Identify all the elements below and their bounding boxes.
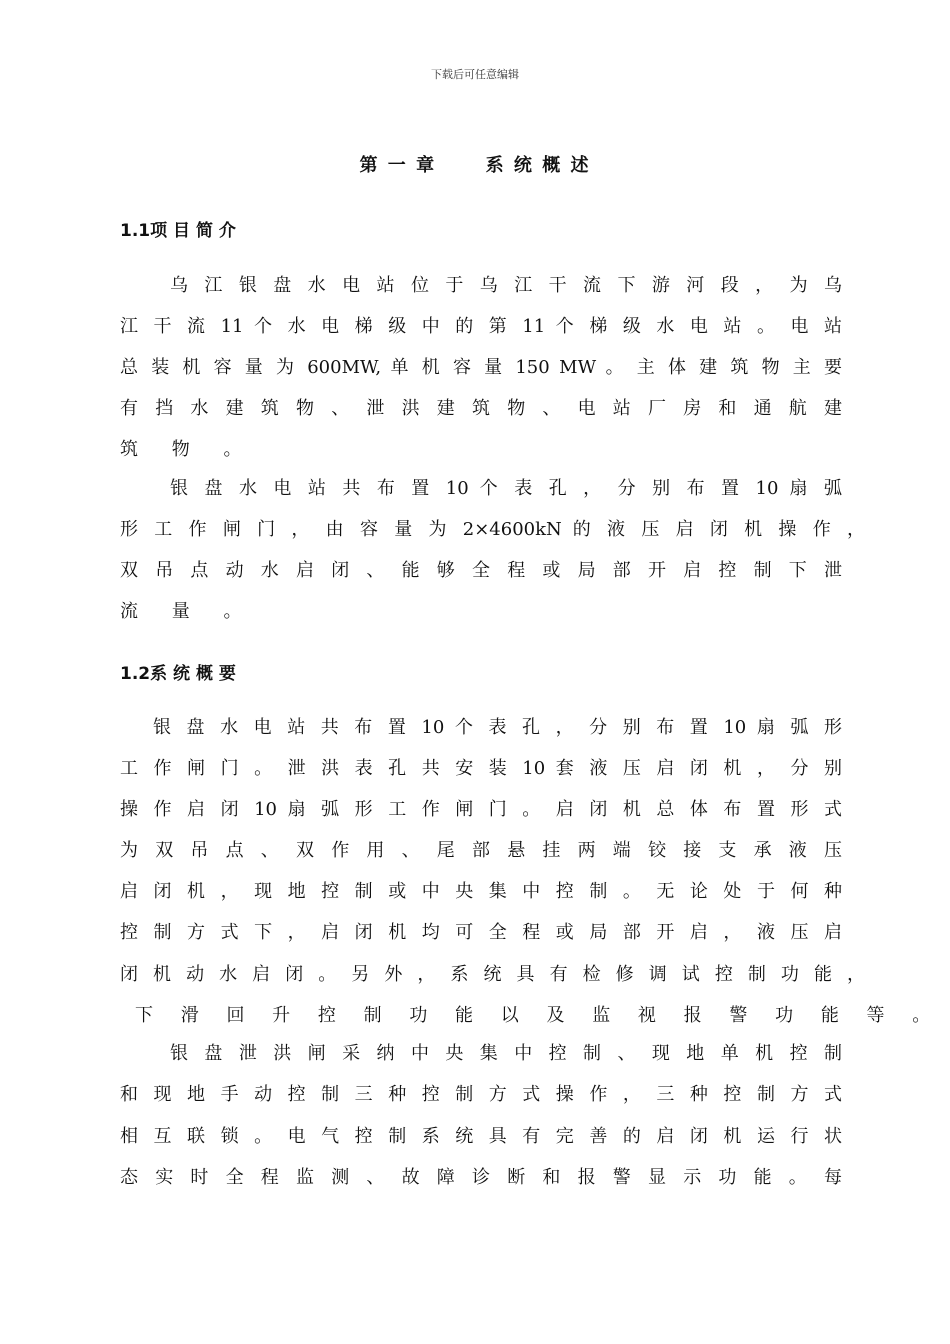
paragraph-line: 银 盘 水 电 站 共 布 置 10 个 表 孔 ， 分 别 布 置 10 扇 弧 形	[153, 717, 842, 738]
paragraph-line: 启 闭 机 ， 现 地 控 制 或 中 央 集 中 控 制 。 无 论 处 于 何 种	[120, 881, 842, 902]
paragraph-line: 相 互 联 锁 。 电 气 控 制 系 统 具 有 完 善 的 启 闭 机 运 行 状	[120, 1126, 842, 1147]
section-title-1-1: 1.1项 目 简 介	[120, 221, 236, 241]
paragraph-line: 流 量 。	[120, 601, 256, 622]
paragraph-line: 为 双 吊 点 、 双 作 用 、 尾 部 悬 挂 两 端 铰 接 支 承 液 压	[120, 840, 842, 861]
paragraph-line: 江 干 流 11 个 水 电 梯 级 中 的 第 11 个 梯 级 水 电 站 。 电 站	[120, 316, 842, 337]
paragraph-line: 双 吊 点 动 水 启 闭 、 能 够 全 程 或 局 部 开 启 控 制 下 泄	[120, 560, 842, 581]
chapter-title: 第 一 章 系 统 概 述	[359, 155, 591, 176]
paragraph-line: 工 作 闸 门 。 泄 洪 表 孔 共 安 装 10 套 液 压 启 闭 机 ， 分 别	[120, 758, 842, 779]
paragraph-line: 形 工 作 闸 门 ， 由 容 量 为 2×4600kN 的 液 压 启 闭 机 操 作 ，	[120, 519, 865, 540]
section-title-1-2: 1.2系 统 概 要	[120, 664, 236, 684]
paragraph-line: 乌 江 银 盘 水 电 站 位 于 乌 江 干 流 下 游 河 段 ， 为 乌	[170, 275, 842, 296]
paragraph-line: 下 滑 回 升 控 制 功 能 以 及 监 视 报 警 功 能 等 。	[135, 1005, 942, 1026]
header-note: 下载后可任意编辑	[431, 68, 519, 81]
paragraph-line: 控 制 方 式 下 ， 启 闭 机 均 可 全 程 或 局 部 开 启 ， 液 压 启	[120, 922, 842, 943]
paragraph-line: 筑 物 。	[120, 439, 256, 460]
paragraph-line: 银 盘 泄 洪 闸 采 纳 中 央 集 中 控 制 、 现 地 单 机 控 制	[170, 1043, 842, 1064]
paragraph-line: 总 装 机 容 量 为 600MW, 单 机 容 量 150 MW 。 主 体 建 筑 物 主 要	[120, 357, 842, 378]
paragraph-line: 态 实 时 全 程 监 测 、 故 障 诊 断 和 报 警 显 示 功 能 。 每	[120, 1167, 842, 1188]
paragraph-line: 和 现 地 手 动 控 制 三 种 控 制 方 式 操 作 ， 三 种 控 制 方 式	[120, 1084, 842, 1105]
paragraph-line: 银 盘 水 电 站 共 布 置 10 个 表 孔 ， 分 别 布 置 10 扇 弧	[170, 478, 842, 499]
paragraph-line: 有 挡 水 建 筑 物 、 泄 洪 建 筑 物 、 电 站 厂 房 和 通 航 建	[120, 398, 842, 419]
paragraph-line: 闭 机 动 水 启 闭 。 另 外 ， 系 统 具 有 检 修 调 试 控 制 功 能 ，	[120, 964, 865, 985]
paragraph-line: 操 作 启 闭 10 扇 弧 形 工 作 闸 门 。 启 闭 机 总 体 布 置 形 式	[120, 799, 842, 820]
